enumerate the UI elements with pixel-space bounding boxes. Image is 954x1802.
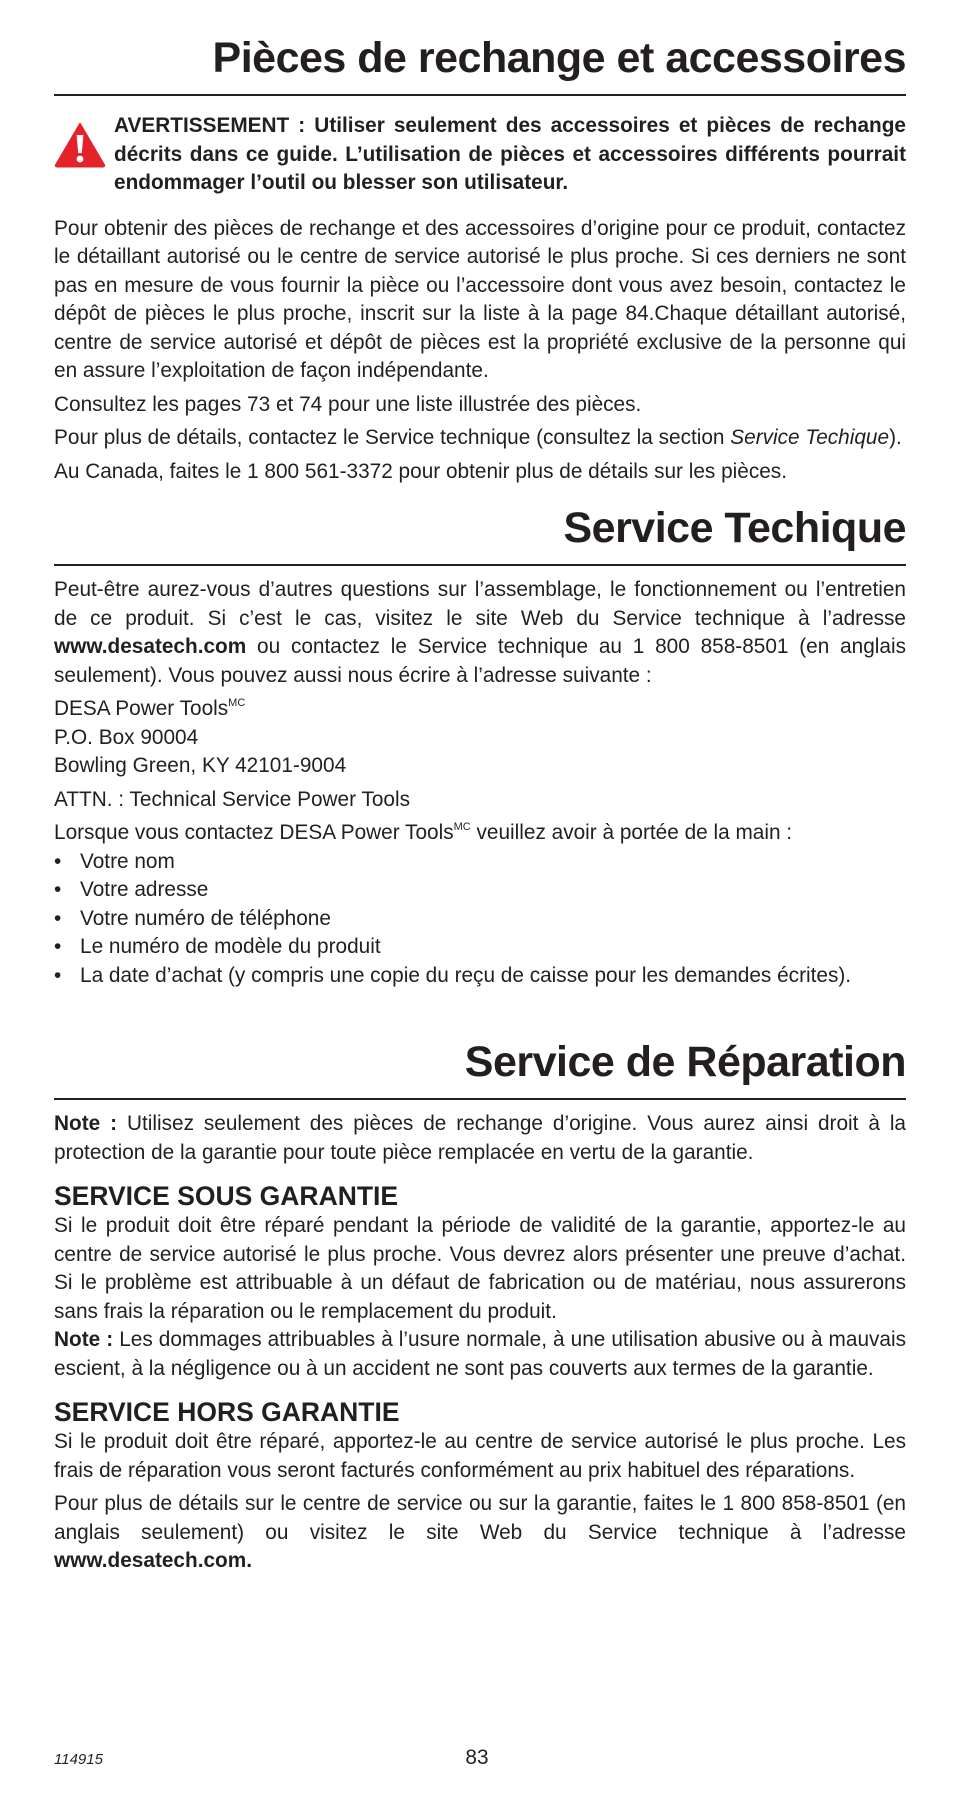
address-attn: ATTN. : Technical Service Power Tools (54, 787, 410, 811)
warranty-service-heading: SERVICE SOUS GARANTIE (54, 1181, 399, 1212)
list-item (54, 933, 906, 962)
trademark-mark: MC (228, 697, 246, 710)
section-repair-service (54, 1038, 906, 1576)
list-item (54, 962, 906, 991)
warranty-paragraph: Si le produit doit être réparé pendant la période de validité de la garantie, apportez-le au centre de service autorisé le plus proche. Vous devrez alors présenter une preuve d’achat. Si le problème est attribuable à un défaut de fabrication ou de matériau, nous assurerons sans frais la réparation ou le remplacement du produit. (54, 1214, 906, 1323)
section-title-technical: Service Techique (54, 504, 906, 566)
page-content (54, 34, 906, 1581)
bullet-icon: • (54, 935, 62, 959)
parts-p3-end: ). (889, 426, 902, 450)
parts-paragraph-2: Consultez les pages 73 et 74 pour une liste illustrée des pièces. (54, 392, 642, 416)
document-code: 114915 (54, 1751, 103, 1768)
technical-paragraph-1 (54, 576, 906, 690)
bullet-icon: • (54, 963, 62, 987)
list-item-text: Votre numéro de téléphone (80, 906, 331, 930)
parts-paragraph-1: Pour obtenir des pièces de rechange et des accessoires d’origine pour ce produit, contactez le détaillant autorisé ou le centre de service autorisé le plus proche. Si ces derniers ne sont pas en mesure de vous fournir la pièce ou l’accessoire dont vous avez besoin, contactez le dépôt de pièces le plus proche, inscrit sur la liste à la page 84.Chaque détaillant autorisé, centre de service autorisé et dépôt de pièces est la propriété exclusive de la personne qui en assure l’exploitation de façon indépendante. (54, 216, 906, 383)
website-link-2[interactable]: www.desatech.com. (54, 1549, 253, 1573)
out-of-warranty-paragraph: Si le produit doit être réparé, apportez-le au centre de service autorisé le plus proche. Les frais de réparation vous seront facturés conformément au prix habituel des réparations. (54, 1430, 906, 1482)
warranty-note (54, 1326, 906, 1383)
mailing-address (54, 695, 906, 781)
parts-paragraph-4: Au Canada, faites le 1 800 561-3372 pour obtenir plus de détails sur les pièces. (54, 459, 787, 483)
bullet-icon: • (54, 906, 62, 930)
list-item-text: La date d’achat (y compris une copie du reçu de caisse pour les demandes écrites). (80, 963, 852, 987)
contact-intro-text: Lorsque vous contactez DESA Power Tools (54, 821, 454, 845)
out-of-warranty-heading: SERVICE HORS GARANTIE (54, 1397, 400, 1428)
trademark-mark-2: MC (453, 821, 471, 834)
section-parts-accessories (54, 34, 906, 486)
contact-intro (54, 819, 906, 848)
list-item-text: Votre adresse (80, 878, 209, 902)
technical-p1-end: ou contactez le Service technique au 1 800 858-8501 (en anglais seulement). Vous pouvez aussi nous écrire à l’adresse suivante : (54, 635, 906, 687)
section-technical-service (54, 504, 906, 990)
note-label: Note : (54, 1112, 118, 1136)
section-title-parts: Pièces de rechange et accessoires (54, 34, 906, 96)
note-text: Utilisez seulement des pièces de rechange d’origine. Vous aurez ainsi droit à la protection de la garantie pour toute pièce remplacée en vertu de la garantie. (54, 1112, 907, 1164)
list-item (54, 876, 906, 905)
technical-p1-text: Peut-être aurez-vous d’autres questions sur l’assemblage, le fonctionnement ou l’entretien de ce produit. Si c’est le cas, visitez le site Web du Service technique à l’adresse (54, 578, 906, 630)
website-link[interactable]: www.desatech.com (54, 635, 247, 659)
address-city: Bowling Green, KY 42101-9004 (54, 754, 347, 778)
contact-intro-end: veuillez avoir à portée de la main : (470, 821, 793, 845)
list-item (54, 905, 906, 934)
parts-paragraph-3 (54, 424, 906, 453)
page-number: 83 (465, 1746, 489, 1769)
final-paragraph (54, 1490, 906, 1576)
list-item-text: Votre nom (80, 849, 175, 873)
warning-block (54, 112, 906, 198)
address-company (54, 695, 906, 724)
list-item-text: Le numéro de modèle du produit (80, 935, 381, 959)
address-box: P.O. Box 90004 (54, 725, 199, 749)
bullet-icon: • (54, 878, 62, 902)
warning-text: AVERTISSEMENT : Utiliser seulement des accessoires et pièces de rechange décrits dans ce guide. L’utilisation de pièces et accessoires différents pourrait endommager l’outil ou blesser son utilisateur. (114, 114, 906, 195)
service-techique-ref: Service Techique (730, 426, 890, 450)
repair-note (54, 1110, 906, 1167)
address-company-name: DESA Power Tools (54, 697, 229, 721)
parts-p3-text: Pour plus de détails, contactez le Service technique (consultez la section (54, 426, 731, 450)
list-item (54, 848, 906, 877)
warranty-note-text: Les dommages attribuables à l’usure normale, à une utilisation abusive ou à mauvais escient, à la négligence ou à un accident ne sont pas couverts aux termes de la garantie. (54, 1328, 906, 1380)
warning-triangle-icon (54, 122, 106, 168)
section-title-repair: Service de Réparation (54, 1038, 906, 1100)
bullet-icon: • (54, 849, 62, 873)
contact-info-list (54, 848, 906, 991)
final-paragraph-text: Pour plus de détails sur le centre de service ou sur la garantie, faites le 1 800 858-8501 (en anglais seulement) ou visitez le site Web du Service technique à l’adresse (54, 1492, 906, 1544)
warranty-note-label: Note : (54, 1328, 114, 1352)
